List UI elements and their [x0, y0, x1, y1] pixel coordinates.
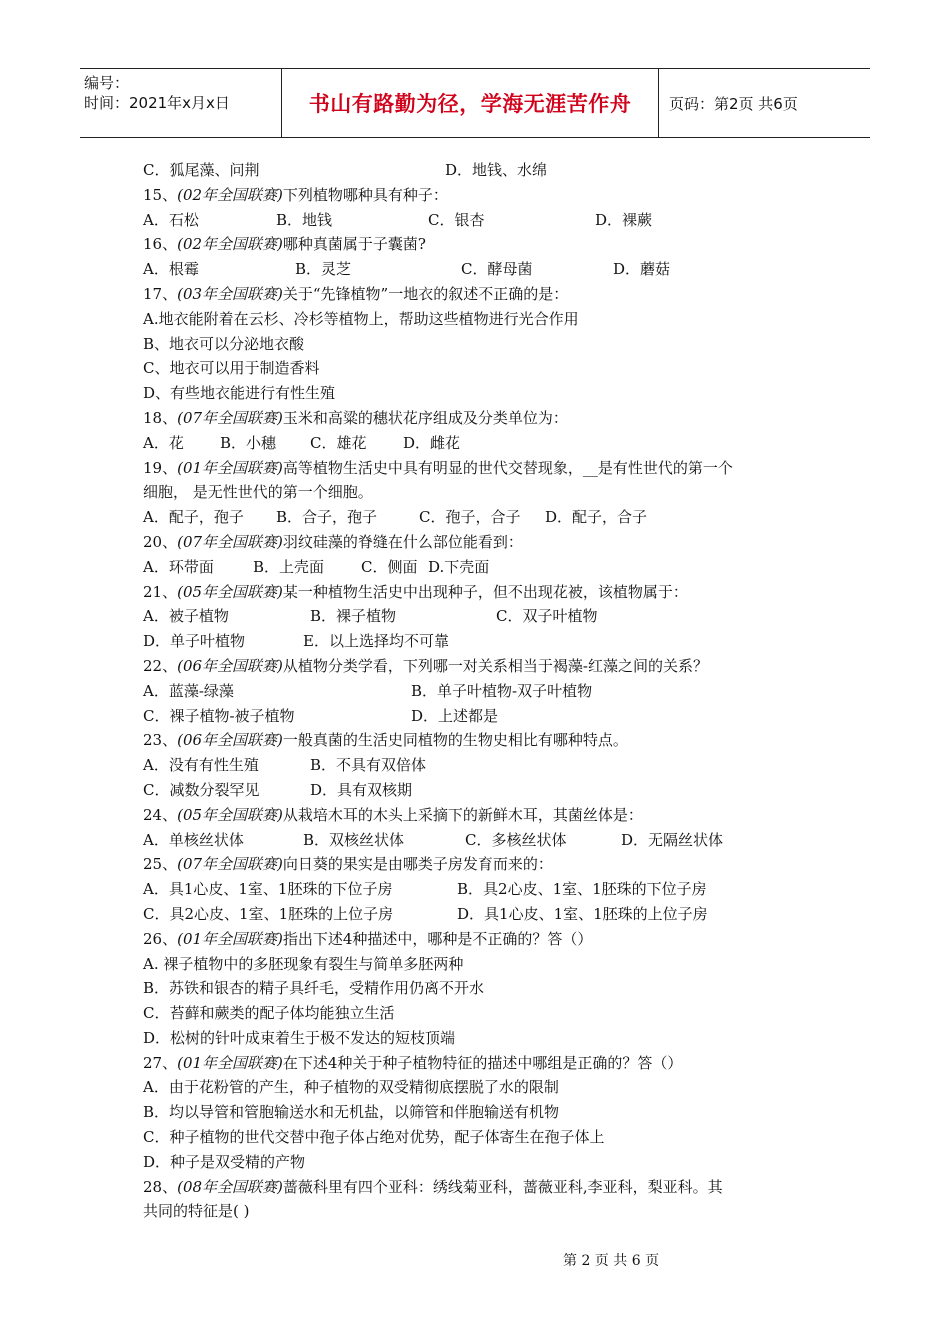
answer-option: D.下壳面: [428, 557, 490, 576]
answer-option: A．蓝藻-绿藻: [143, 681, 234, 700]
answer-option: B．灵芝: [295, 260, 352, 279]
answer-option: B．裸子植物: [310, 607, 397, 626]
options-line: [143, 828, 823, 853]
answer-option: C．双子叶植物: [496, 607, 598, 626]
answer-option: C．狐尾藻、问荆: [143, 161, 260, 179]
question-text: 关于“先锋植物”一地衣的叙述不正确的是：: [282, 284, 569, 303]
answer-option: D．裸蕨: [595, 210, 653, 229]
question-text: 羽纹硅藻的脊缝在什么部位能看到：: [282, 532, 523, 551]
answer-option: B．单子叶植物-双子叶植物: [411, 681, 593, 700]
answer-option: C．裸子植物-被子植物: [143, 706, 295, 725]
answer-option: C．多核丝状体: [465, 830, 567, 849]
question-line: [143, 1051, 823, 1076]
question-text: 哪种真菌属于子囊菌?: [282, 235, 426, 254]
question-number: 15、: [143, 185, 178, 204]
question-line: [143, 580, 823, 605]
question-text: 高等植物生活史中具有明显的世代交替现象，__是有性世代的第一个: [282, 458, 733, 477]
answer-option: B．双核丝状体: [303, 830, 405, 849]
options-line: [143, 604, 823, 629]
question-source: (01年全国联赛): [177, 929, 283, 948]
text-line: A．由于花粉管的产生，种子植物的双受精彻底摆脱了水的限制: [143, 1078, 559, 1097]
options-line: [143, 778, 823, 803]
question-source: (08年全国联赛): [177, 1177, 283, 1196]
answer-option: D．配子，合子: [545, 508, 648, 527]
question-line: [143, 183, 823, 208]
answer-option: D．单子叶植物: [143, 632, 246, 651]
question-number: 17、: [143, 284, 178, 303]
options-line: [143, 158, 823, 183]
answer-option: A．花: [143, 433, 184, 452]
question-line: [143, 927, 823, 952]
question-source: (01年全国联赛): [177, 1053, 283, 1072]
answer-option: D．地钱、水绵: [445, 161, 548, 179]
answer-option: A．根霉: [143, 260, 199, 279]
question-number: 23、: [143, 731, 178, 750]
answer-option: D．上述都是: [411, 706, 499, 725]
header-motto: 书山有路勤为径，学海无涯苦作舟: [282, 69, 659, 137]
text-line: D、有些地衣能进行有性生殖: [143, 384, 336, 403]
question-number: 25、: [143, 855, 178, 874]
page-header: [80, 68, 870, 138]
question-list: [143, 158, 823, 1224]
date-label: 时间：2021年x月x日: [84, 94, 230, 112]
options-line: [143, 505, 823, 530]
question-line: [143, 852, 823, 877]
options-line: [143, 679, 823, 704]
question-text: 指出下述4种描述中，哪种是不正确的？答（）: [282, 929, 593, 948]
answer-option: D．具有双核期: [310, 780, 413, 799]
serial-number-label: 编号：: [84, 74, 130, 92]
question-line: [143, 654, 823, 679]
options-line: [143, 877, 823, 902]
answer-option: D．无隔丝状体: [621, 830, 724, 849]
question-number: 20、: [143, 532, 178, 551]
question-line: [143, 530, 823, 555]
options-line: [143, 704, 823, 729]
options-line: [143, 629, 823, 654]
footer-page-number: 第 2 页 共 6 页: [563, 1253, 660, 1269]
options-line: [143, 431, 823, 456]
answer-option: A．石松: [143, 210, 199, 229]
question-text: 下列植物哪种具有种子：: [282, 185, 448, 204]
text-line: C．苔藓和蕨类的配子体均能独立生活: [143, 1004, 395, 1023]
question-line: [143, 456, 823, 481]
options-line: [143, 208, 823, 233]
question-line: [143, 282, 823, 307]
text-line: B．苏铁和银杏的精子具纤毛，受精作用仍离不开水: [143, 979, 485, 998]
text-line: C．种子植物的世代交替中孢子体占绝对优势，配子体寄生在孢子体上: [143, 1128, 605, 1147]
question-text: 向日葵的果实是由哪类子房发育而来的：: [282, 855, 553, 874]
question-number: 19、: [143, 458, 178, 477]
question-source: (07年全国联赛): [177, 855, 283, 874]
text-line: 细胞， 是无性世代的第一个细胞。: [143, 483, 373, 502]
question-number: 27、: [143, 1053, 178, 1072]
question-source: (06年全国联赛): [177, 731, 283, 750]
question-source: (07年全国联赛): [177, 532, 283, 551]
question-text: 从栽培木耳的木头上采摘下的新鲜木耳，其菌丝体是：: [282, 805, 643, 824]
question-text: 一般真菌的生活史同植物的生物史相比有哪种特点。: [282, 731, 628, 750]
answer-option: E．以上选择均不可靠: [303, 632, 449, 651]
question-number: 26、: [143, 929, 178, 948]
text-line: C、地衣可以用于制造香料: [143, 359, 320, 378]
question-number: 21、: [143, 582, 178, 601]
answer-option: B．不具有双倍体: [310, 756, 427, 775]
text-line: B、地衣可以分泌地衣酸: [143, 334, 305, 353]
question-source: (03年全国联赛): [177, 284, 283, 303]
answer-option: C．减数分裂罕见: [143, 780, 260, 799]
header-info: [80, 69, 282, 137]
answer-option: C．酵母菌: [461, 260, 533, 279]
question-source: (07年全国联赛): [177, 408, 283, 427]
question-text: 蔷薇科里有四个亚科：绣线菊亚科，蔷薇亚科,李亚科，梨亚科。其: [282, 1177, 723, 1196]
question-text: 从植物分类学看，下列哪一对关系相当于褐藻-红藻之间的关系？: [282, 656, 708, 675]
answer-option: C．孢子，合子: [419, 508, 521, 527]
question-line: [143, 1175, 823, 1200]
text-line: 共同的特征是( ): [143, 1202, 250, 1221]
options-line: [143, 555, 823, 580]
answer-option: B．具2心皮、1室、1胚珠的下位子房: [457, 880, 707, 899]
options-line: [143, 753, 823, 778]
answer-option: C．银杏: [428, 210, 485, 229]
answer-option: B．小穗: [220, 433, 277, 452]
answer-option: C．具2心皮、1室、1胚珠的上位子房: [143, 904, 394, 923]
question-number: 22、: [143, 656, 178, 675]
header-page-code: 页码：第2页 共6页: [669, 94, 798, 113]
answer-option: C．雄花: [310, 433, 367, 452]
question-source: (06年全国联赛): [177, 656, 283, 675]
question-text: 某一种植物生活史中出现种子，但不出现花被，该植物属于：: [282, 582, 688, 601]
answer-option: B．地钱: [276, 210, 333, 229]
question-number: 24、: [143, 805, 178, 824]
options-line: [143, 257, 823, 282]
text-line: D．松树的针叶成束着生于极不发达的短枝顶端: [143, 1028, 456, 1047]
question-number: 18、: [143, 408, 178, 427]
answer-option: A．配子，孢子: [143, 508, 244, 527]
answer-option: A．具1心皮、1室、1胚珠的下位子房: [143, 880, 393, 899]
options-line: [143, 902, 823, 927]
question-source: (02年全国联赛): [177, 235, 283, 254]
question-text: 玉米和高粱的穗状花序组成及分类单位为：: [282, 408, 568, 427]
answer-option: D．雌花: [403, 433, 461, 452]
answer-option: A．被子植物: [143, 607, 229, 626]
text-line: D．种子是双受精的产物: [143, 1152, 306, 1171]
answer-option: C．侧面: [361, 557, 418, 576]
question-line: [143, 232, 823, 257]
question-line: [143, 803, 823, 828]
answer-option: B．合子，孢子: [276, 508, 378, 527]
question-source: (05年全国联赛): [177, 582, 283, 601]
text-line: A. 裸子植物中的多胚现象有裂生与简单多胚两种: [143, 954, 464, 973]
question-line: [143, 406, 823, 431]
text-line: B．均以导管和管胞输送水和无机盐，以筛管和伴胞输送有机物: [143, 1103, 560, 1122]
answer-option: D．蘑菇: [613, 260, 671, 279]
answer-option: A．没有有性生殖: [143, 756, 259, 775]
question-text: 在下述4种关于种子植物特征的描述中哪组是正确的？答（）: [282, 1053, 683, 1072]
answer-option: D．具1心皮、1室、1胚珠的上位子房: [457, 904, 708, 923]
answer-option: A．单核丝状体: [143, 830, 244, 849]
text-line: A.地衣能附着在云杉、冷杉等植物上，帮助这些植物进行光合作用: [143, 309, 579, 328]
question-source: (05年全国联赛): [177, 805, 283, 824]
question-number: 28、: [143, 1177, 178, 1196]
question-source: (01年全国联赛): [177, 458, 283, 477]
question-source: (02年全国联赛): [177, 185, 283, 204]
question-number: 16、: [143, 235, 178, 254]
answer-option: B．上壳面: [253, 557, 325, 576]
answer-option: A．环带面: [143, 557, 214, 576]
question-line: [143, 728, 823, 753]
